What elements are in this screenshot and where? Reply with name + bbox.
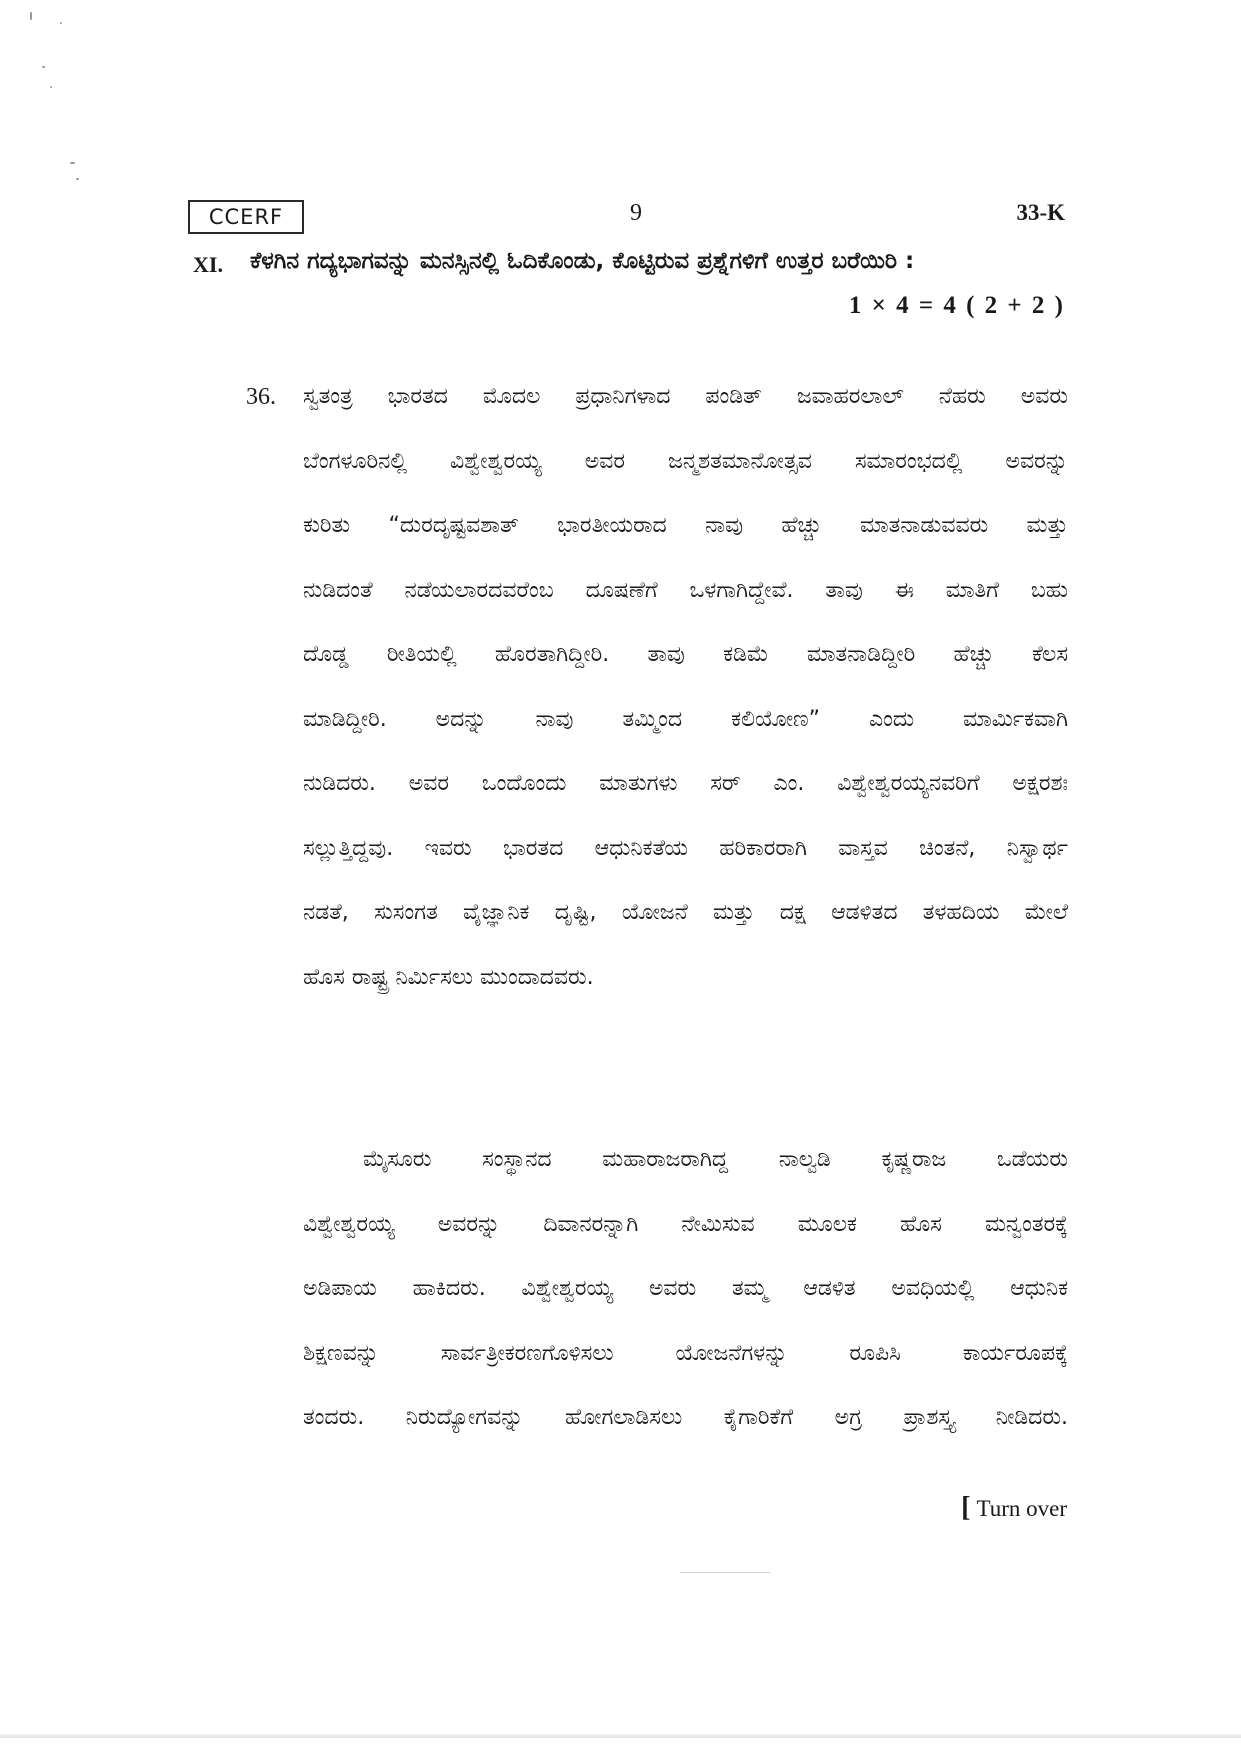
header-stamp: CCERF: [188, 200, 304, 234]
section-instruction: ಕೆಳಗಿನ ಗದ್ಯಭಾಗವನ್ನು ಮನಸ್ಸಿನಲ್ಲಿ ಓದಿಕೊಂಡು, ಕೊಟ್ಟಿರುವ ಪ್ರಶ್ನೆಗಳಿಗೆ ಉತ್ತರ ಬರೆಯಿರಿ :: [250, 248, 915, 274]
passage-paragraph-1: [303, 382, 1068, 1027]
passage-line: ಮಾಡಿದ್ದೀರಿ. ಅದನ್ನು ನಾವು ತಮ್ಮಿಂದ ಕಲಿಯೋಣ” ಎಂದು ಮಾರ್ಮಿಕವಾಗಿ: [303, 706, 1068, 732]
passage-line: ಹೊಸ ರಾಷ್ಟ್ರ ನಿರ್ಮಿಸಲು ಮುಂದಾದವರು.: [303, 964, 594, 990]
page-number: 9: [630, 200, 642, 226]
passage-line: ಬೆಂಗಳೂರಿನಲ್ಲಿ ವಿಶ್ವೇಶ್ವರಯ್ಯ ಅವರ ಜನ್ಮಶತಮಾನೋತ್ಸವ ಸಮಾರಂಭದಲ್ಲಿ ಅವರನ್ನು: [303, 448, 1068, 474]
passage-line: ತಂದರು. ನಿರುದ್ಯೋಗವನ್ನು ಹೋಗಲಾಡಿಸಲು ಕೈಗಾರಿಕೆಗೆ ಅಗ್ರ ಪ್ರಾಶಸ್ತ್ಯ ನೀಡಿದರು.: [303, 1405, 1068, 1430]
paper-code: 33-K: [1016, 200, 1065, 225]
passage-line: ನುಡಿದಂತೆ ನಡೆಯಲಾರದವರೆಂಬ ದೂಷಣೆಗೆ ಒಳಗಾಗಿದ್ದೇವೆ. ತಾವು ಈ ಮಾತಿಗೆ ಬಹು: [303, 577, 1068, 603]
passage-line: ಶಿಕ್ಷಣವನ್ನು ಸಾರ್ವತ್ರೀಕರಣಗೊಳಿಸಲು ಯೋಜನೆಗಳನ್ನು ರೂಪಿಸಿ ಕಾರ್ಯರೂಪಕ್ಕೆ: [303, 1340, 1068, 1366]
scan-speck: [50, 86, 52, 88]
turn-over-bracket: [: [961, 1492, 971, 1523]
page-bottom-edge: [0, 1734, 1241, 1738]
scan-speck: [60, 22, 62, 24]
passage-line: ನಡತೆ, ಸುಸಂಗತ ವೈಜ್ಞಾನಿಕ ದೃಷ್ಟಿ, ಯೋಜನೆ ಮತ್ತು ದಕ್ಷ ಆಡಳಿತದ ತಳಹದಿಯ ಮೇಲೆ: [303, 900, 1068, 925]
passage-line: ದೊಡ್ಡ ರೀತಿಯಲ್ಲಿ ಹೊರತಾಗಿದ್ದೀರಿ. ತಾವು ಕಡಿಮೆ ಮಾತನಾಡಿದ್ದೀರಿ ಹೆಚ್ಚು ಕೆಲಸ: [303, 642, 1068, 667]
passage-line: ವಿಶ್ವೇಶ್ವರಯ್ಯ ಅವರನ್ನು ದಿವಾನರನ್ನಾಗಿ ನೇಮಿಸುವ ಮೂಲಕ ಹೊಸ ಮನ್ವಂತರಕ್ಕೆ: [303, 1211, 1068, 1237]
turn-over-note: [961, 1492, 1067, 1524]
scan-speck: [42, 66, 45, 68]
section-marks: 1 × 4 = 4 ( 2 + 2 ): [848, 292, 1065, 319]
question-number: 36.: [246, 384, 276, 410]
passage-paragraph-2: [303, 1145, 1068, 1468]
scan-speck: [30, 12, 32, 20]
passage-line: ಅಡಿಪಾಯ ಹಾಕಿದರು. ವಿಶ್ವೇಶ್ವರಯ್ಯ ಅವರು ತಮ್ಮ ಆಡಳಿತ ಅವಧಿಯಲ್ಲಿ ಆಧುನಿಕ: [303, 1276, 1068, 1301]
passage-line: ಮೈಸೂರು ಸಂಸ್ಥಾನದ ಮಹಾರಾಜರಾಗಿದ್ದ ನಾಲ್ವಡಿ ಕೃಷ್ಣರಾಜ ಒಡೆಯರು: [363, 1147, 1068, 1172]
section-number: XI.: [193, 252, 223, 277]
turn-over-label: Turn over: [976, 1496, 1067, 1521]
scan-mark: [680, 1572, 770, 1573]
passage-line: ನುಡಿದರು. ಅವರ ಒಂದೊಂದು ಮಾತುಗಳು ಸರ್ ಎಂ. ವಿಶ್ವೇಶ್ವರಯ್ಯನವರಿಗೆ ಅಕ್ಷರಶಃ: [303, 771, 1068, 796]
passage-line: ಕುರಿತು “ದುರದೃಷ್ಟವಶಾತ್ ಭಾರತೀಯರಾದ ನಾವು ಹೆಚ್ಚು ಮಾತನಾಡುವವರು ಮತ್ತು: [303, 513, 1068, 538]
scan-speck: [76, 178, 79, 180]
passage-line: ಸಲ್ಲುತ್ತಿದ್ದವು. ಇವರು ಭಾರತದ ಆಧುನಿಕತೆಯ ಹರಿಕಾರರಾಗಿ ವಾಸ್ತವ ಚಿಂತನೆ, ನಿಸ್ವಾರ್ಥ: [303, 835, 1068, 861]
passage-line: ಸ್ವತಂತ್ರ ಭಾರತದ ಮೊದಲ ಪ್ರಧಾನಿಗಳಾದ ಪಂಡಿತ್ ಜವಾಹರಲಾಲ್ ನೆಹರು ಅವರು: [303, 384, 1068, 409]
scan-speck: [70, 162, 75, 164]
